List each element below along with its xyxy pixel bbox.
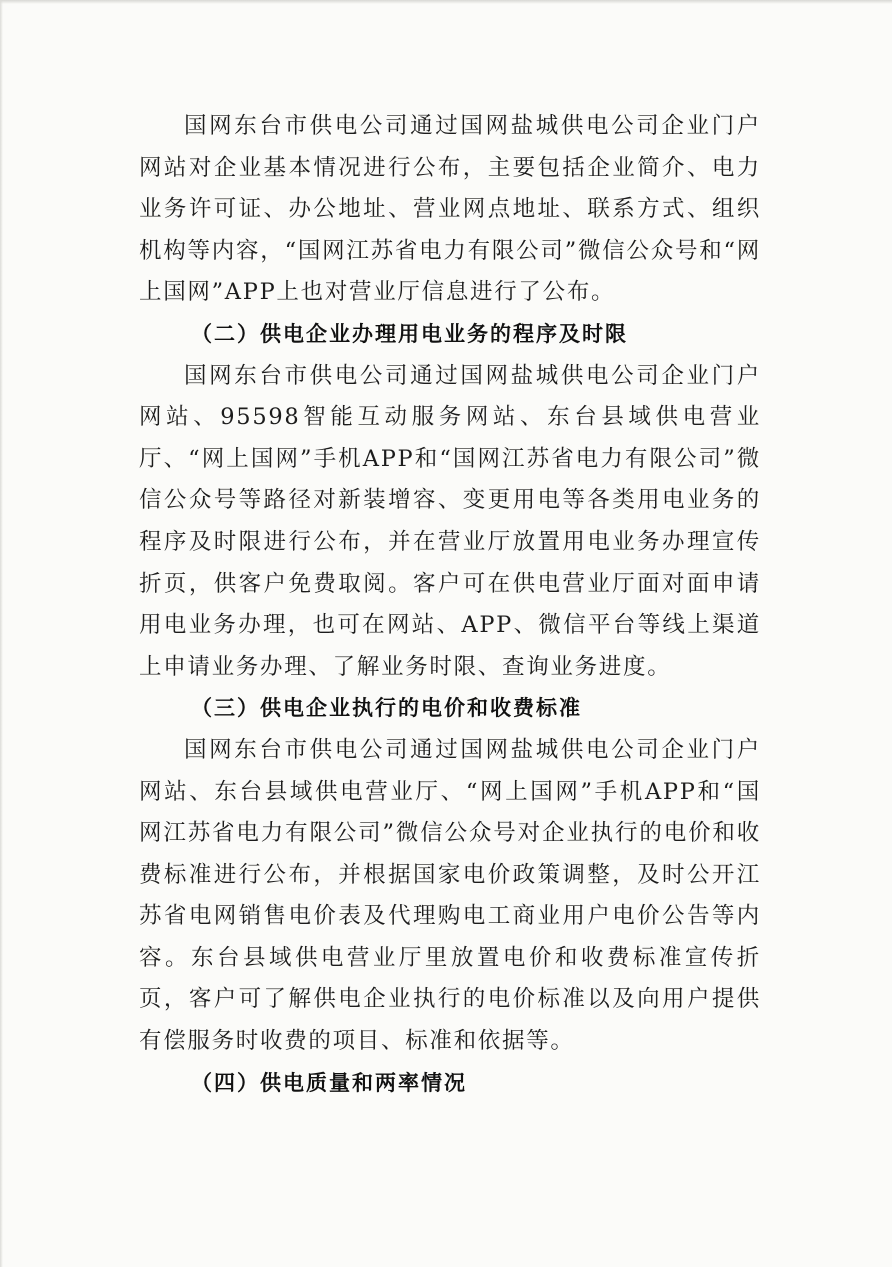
scan-edge-left xyxy=(0,0,3,1267)
paragraph-procedures: 国网东台市供电公司通过国网盐城供电公司企业门户网站、95598智能互动服务网站、东台县域供电营业厅、“网上国网”手机APP和“国网江苏省电力有限公司”微信公众号等路径对新装增容、变更用电等各类用电业务的程序及时限进行公布，并在营业厅放置用电业务办理宣传折页，供客户免费取阅。客户可在供电营业厅面对面申请用电业务办理，也可在网站、APP、微信平台等线上渠道上申请业务办理、了解业务时限、查询业务进度。 xyxy=(139,362,761,680)
document-body xyxy=(139,106,761,1104)
section-heading-pricing: （三）供电企业执行的电价和收费标准 xyxy=(191,696,582,721)
section-heading-procedures: （二）供电企业办理用电业务的程序及时限 xyxy=(191,321,628,346)
section-heading-quality: （四）供电质量和两率情况 xyxy=(191,1070,467,1095)
scan-edge-top xyxy=(0,0,892,4)
paragraph-pricing: 国网东台市供电公司通过国网盐城供电公司企业门户网站、东台县域供电营业厅、“网上国网”手机APP和“国网江苏省电力有限公司”微信公众号对企业执行的电价和收费标准进行公布，并根据国家电价政策调整，及时公开江苏省电网销售电价表及代理购电工商业用户电价公告等内容。东台县域供电营业厅里放置电价和收费标准宣传折页，客户可了解供电企业执行的电价标准以及向用户提供有偿服务时收费的项目、标准和依据等。 xyxy=(139,736,761,1055)
paragraph-company-info: 国网东台市供电公司通过国网盐城供电公司企业门户网站对企业基本情况进行公布，主要包括企业简介、电力业务许可证、办公地址、营业网点地址、联系方式、组织机构等内容，“国网江苏省电力有限公司”微信公众号和“网上国网”APP上也对营业厅信息进行了公布。 xyxy=(139,113,761,306)
